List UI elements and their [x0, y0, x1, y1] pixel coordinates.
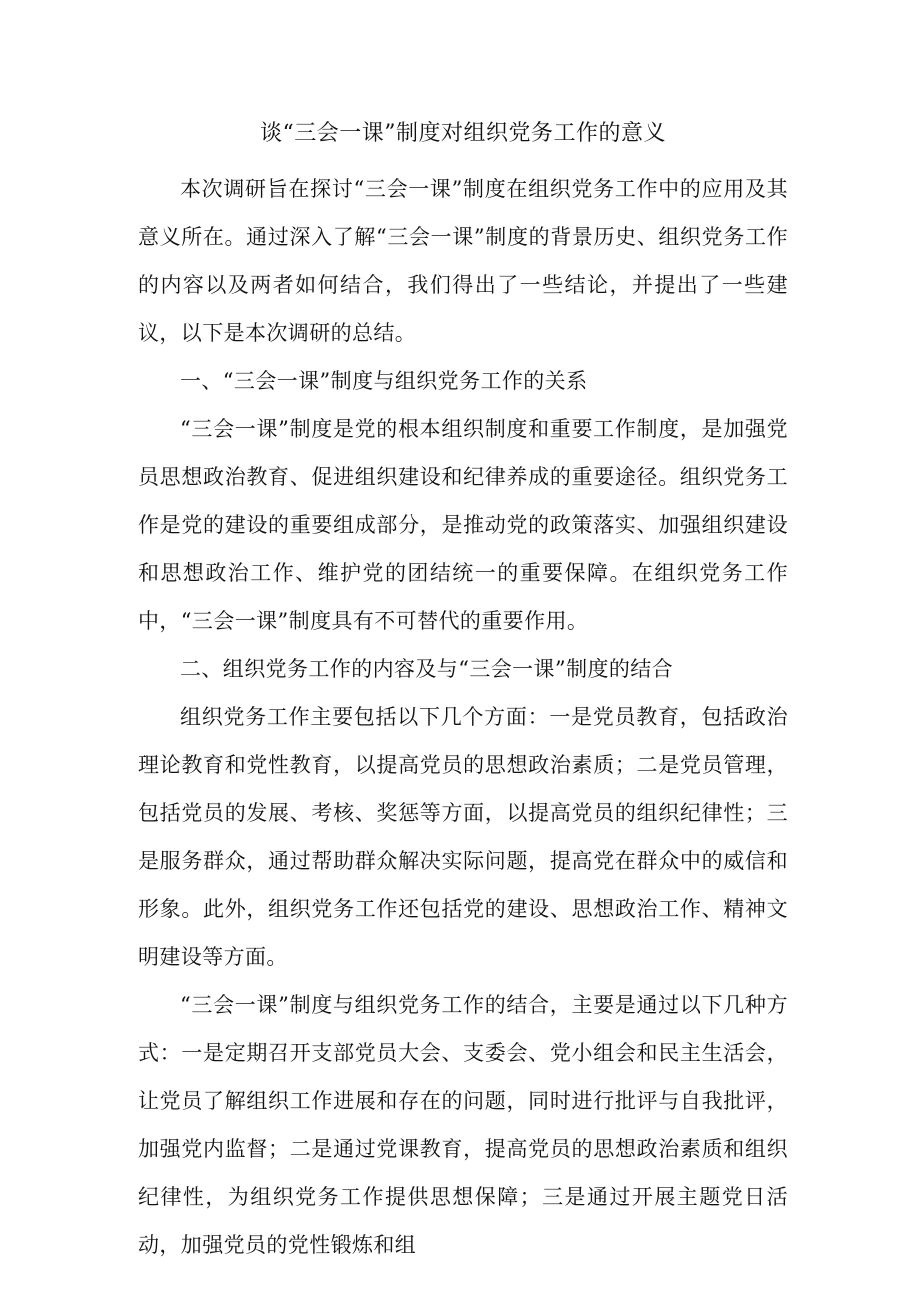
document-body: [138, 113, 788, 1269]
section-2-paragraph-2: “三会一课”制度与组织党务工作的结合，主要是通过以下几种方式：一是定期召开支部党员大会、支委会、党小组会和民主生活会，让党员了解组织工作进展和存在的问题，同时进行批评与自我批评，加强党内监督；二是通过党课教育，提高党员的思想政治素质和组织纪律性，为组织党务工作提供思想保障；三是通过开展主题党日活动，加强党员的党性锻炼和组: [138, 993, 788, 1257]
section-1-paragraph: “三会一课”制度是党的根本组织制度和重要工作制度，是加强党员思想政治教育、促进组织建设和纪律养成的重要途径。组织党务工作是党的建设的重要组成部分，是推动党的政策落实、加强组织建设和思想政治工作、维护党的团结统一的重要保障。在组织党务工作中，“三会一课”制度具有不可替代的重要作用。: [138, 417, 788, 633]
section-2-heading: 二、组织党务工作的内容及与“三会一课”制度的结合: [180, 657, 674, 681]
section-2-paragraph-1: 组织党务工作主要包括以下几个方面：一是党员教育，包括政治理论教育和党性教育，以提高党员的思想政治素质；二是党员管理，包括党员的发展、考核、奖惩等方面，以提高党员的组织纪律性；三是服务群众，通过帮助群众解决实际问题，提高党在群众中的威信和形象。此外，组织党务工作还包括党的建设、思想政治工作、精神文明建设等方面。: [138, 705, 788, 969]
title-gap: [138, 155, 788, 165]
section-1-heading: 一、“三会一课”制度与组织党务工作的关系: [180, 369, 588, 393]
intro-paragraph: 本次调研旨在探讨“三会一课”制度在组织党务工作中的应用及其意义所在。通过深入了解“三会一课”制度的背景历史、组织党务工作的内容以及两者如何结合，我们得出了一些结论，并提出了一些建议，以下是本次调研的总结。: [138, 177, 788, 345]
document-title: 谈“三会一课”制度对组织党务工作的意义: [260, 121, 666, 146]
